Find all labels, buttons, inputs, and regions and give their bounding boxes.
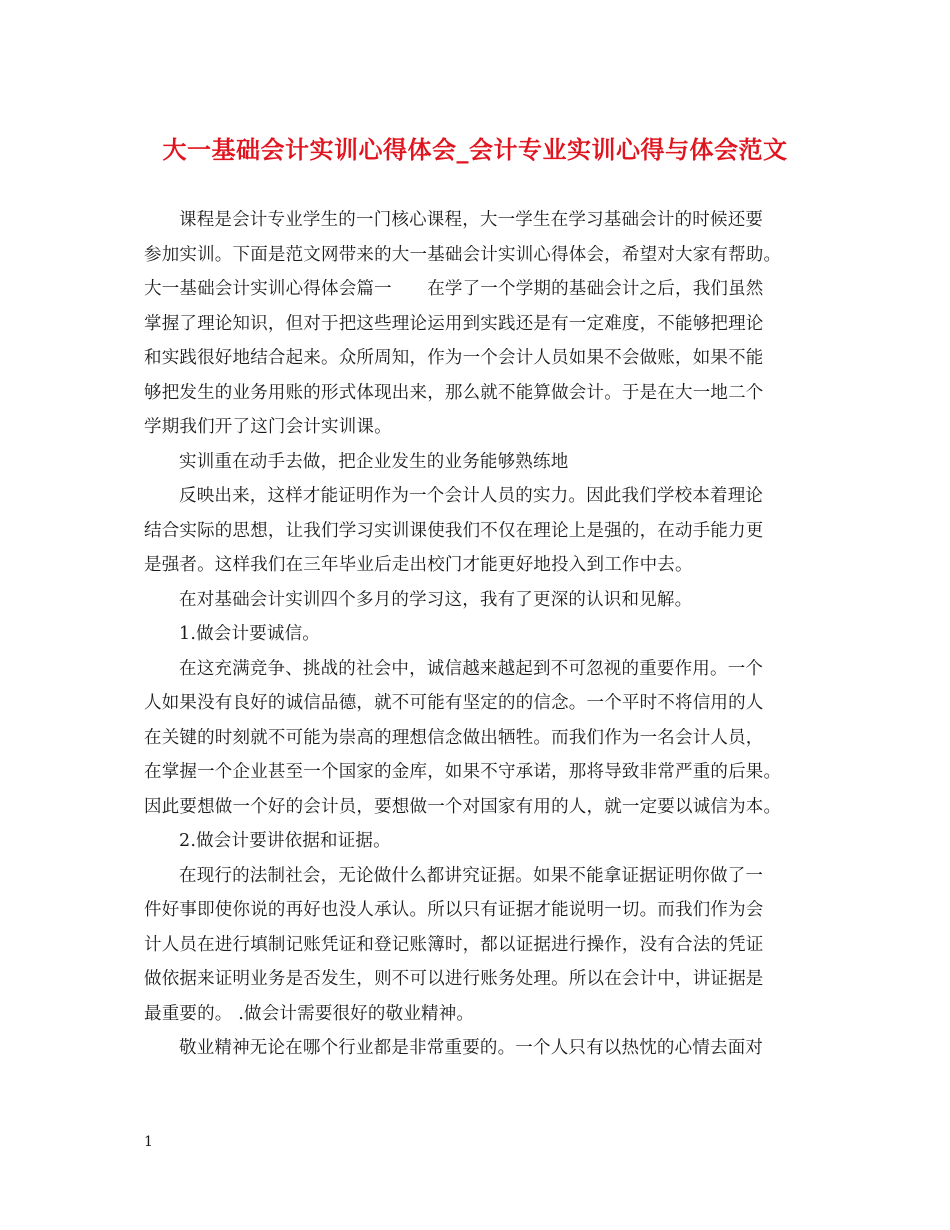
body-line: 和实践很好地结合起来。众所周知，作为一个会计人员如果不会做账，如果不能 [144, 348, 764, 368]
body-line: 在掌握一个企业甚至一个国家的金库，如果不守承诺，那将导致非常严重的后果。 [144, 762, 782, 782]
body-line: 在关键的时刻就不可能为崇高的理想信念做出牺牲。而我们作为一名会计人员， [144, 727, 764, 748]
body-line: 在现行的法制社会，无论做什么都讲究证据。如果不能拿证据证明你做了一 [179, 865, 764, 886]
body-line: 人如果没有良好的诚信品德，就不可能有坚定的的信念。一个平时不将信用的人 [144, 693, 764, 713]
body-line: 最重要的。 .做会计需要很好的敬业精神。 [144, 1003, 475, 1024]
document-body [144, 203, 808, 1066]
document-title: 大一基础会计实训心得体会_会计专业实训心得与体会范文 [162, 135, 788, 164]
body-line: 够把发生的业务用账的形式体现出来，那么就不能算做会计。于是在大一地二个 [144, 382, 764, 403]
body-line: 1.做会计要诚信。 [179, 624, 320, 644]
body-line: 件好事即使你说的再好也没人承认。所以只有证据才能说明一切。而我们作为会 [144, 900, 764, 920]
body-line: 因此要想做一个好的会计员，要想做一个对国家有用的人，就一定要以诚信为本。 [144, 796, 782, 817]
body-line: 计人员在进行填制记账凭证和登记账簿时，都以证据进行操作，没有合法的凭证 [144, 934, 764, 955]
body-line: 反映出来，这样才能证明作为一个会计人员的实力。因此我们学校本着理论 [179, 486, 764, 506]
body-line: 做依据来证明业务是否发生，则不可以进行账务处理。所以在会计中，讲证据是 [144, 969, 764, 989]
page-number: 1 [144, 1134, 153, 1150]
body-line: 课程是会计专业学生的一门核心课程，大一学生在学习基础会计的时候还要 [179, 210, 764, 230]
body-line: 学期我们开了这门会计实训课。 [144, 417, 392, 437]
body-line: 在对基础会计实训四个多月的学习这，我有了更深的认识和见解。 [179, 589, 693, 610]
body-line: 掌握了理论知识，但对于把这些理论运用到实践还是有一定难度，不能够把理论 [144, 313, 764, 334]
body-line: 2.做会计要讲依据和证据。 [179, 831, 391, 851]
body-line: 敬业精神无论在哪个行业都是非常重要的。一个人只有以热忱的心情去面对 [179, 1038, 764, 1058]
body-line: 大一基础会计实训心得体会篇一 在学了一个学期的基础会计之后，我们虽然 [144, 279, 764, 299]
body-line: 结合实际的思想，让我们学习实训课使我们不仅在理论上是强的，在动手能力更 [144, 520, 764, 541]
body-line: 参加实训。下面是范文网带来的大一基础会计实训心得体会，希望对大家有帮助。 [144, 244, 782, 265]
body-line: 在这充满竞争、挑战的社会中，诚信越来越起到不可忽视的重要作用。一个 [179, 658, 764, 679]
body-line: 实训重在动手去做，把企业发生的业务能够熟练地 [179, 451, 569, 472]
body-line: 是强者。这样我们在三年毕业后走出校门才能更好地投入到工作中去。 [144, 555, 693, 575]
